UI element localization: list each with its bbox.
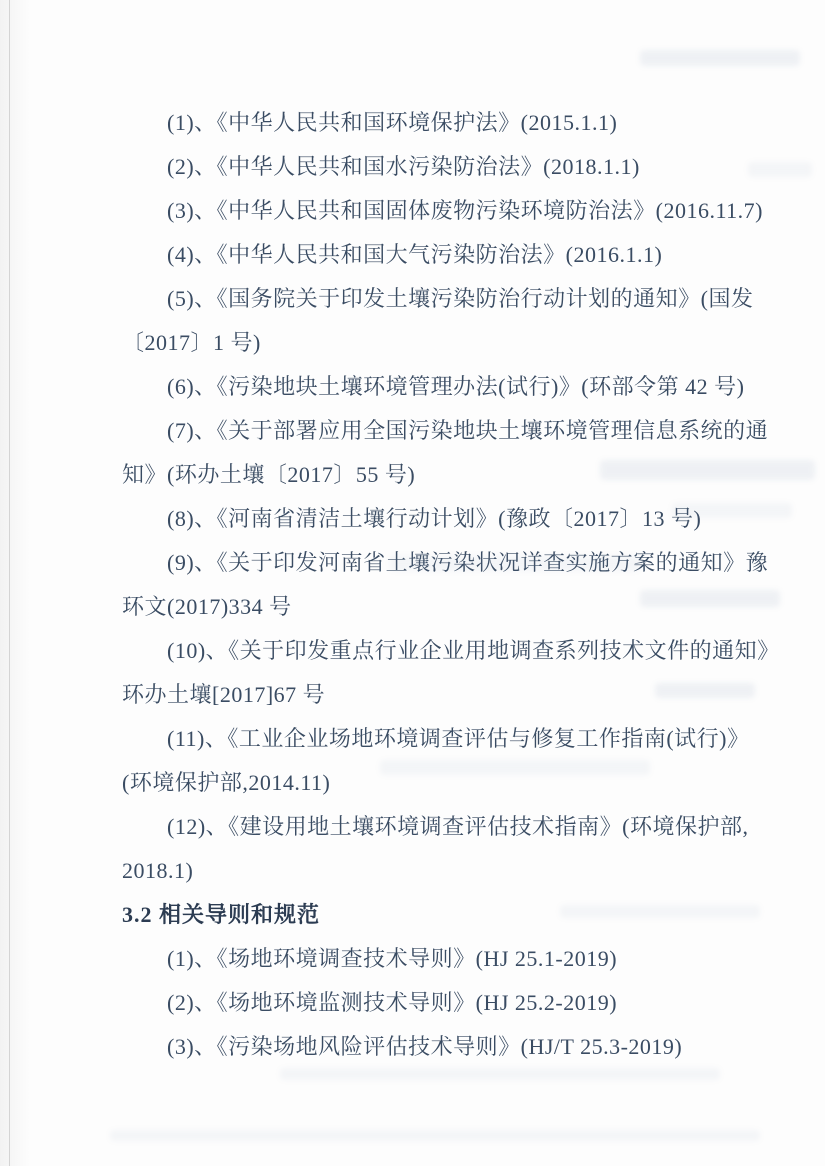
document-line: (5)、《国务院关于印发土壤污染防治行动计划的通知》(国发 — [167, 286, 754, 311]
bleed-artifact — [280, 1068, 720, 1080]
document-line: 环办土壤[2017]67 号 — [122, 682, 326, 707]
section-heading: 3.2 相关导则和规范 — [122, 902, 321, 927]
document-line: 知》(环办土壤〔2017〕55 号) — [122, 462, 416, 487]
scan-edge-line — [9, 0, 10, 1166]
document-line: (9)、《关于印发河南省土壤污染状况详查实施方案的通知》豫 — [167, 550, 769, 575]
document-line: (2)、《场地环境监测技术导则》(HJ 25.2-2019) — [167, 990, 618, 1015]
document-line: (4)、《中华人民共和国大气污染防治法》(2016.1.1) — [167, 242, 663, 267]
document-line: (2)、《中华人民共和国水污染防治法》(2018.1.1) — [167, 154, 640, 179]
document-line: (1)、《中华人民共和国环境保护法》(2015.1.1) — [167, 110, 618, 135]
document-line: (3)、《污染场地风险评估技术导则》(HJ/T 25.3-2019) — [167, 1034, 683, 1059]
document-line: (11)、《工业企业场地环境调查评估与修复工作指南(试行)》 — [167, 726, 750, 751]
document-line: (12)、《建设用地土壤环境调查评估技术指南》(环境保护部, — [167, 814, 749, 839]
document-line: 〔2017〕1 号) — [122, 330, 261, 355]
document-line: (7)、《关于部署应用全国污染地块土壤环境管理信息系统的通 — [167, 418, 769, 443]
document-line: 2018.1) — [122, 858, 194, 883]
document-line: (10)、《关于印发重点行业企业用地调查系列技术文件的通知》 — [167, 638, 780, 663]
document-line: (3)、《中华人民共和国固体废物污染环境防治法》(2016.11.7) — [167, 198, 763, 223]
document-content — [122, 101, 807, 1069]
bleed-artifact — [640, 50, 800, 66]
document-line: (1)、《场地环境调查技术导则》(HJ 25.1-2019) — [167, 946, 618, 971]
scan-edge-shadow — [0, 0, 30, 1166]
document-line: (6)、《污染地块土壤环境管理办法(试行)》(环部令第 42 号) — [167, 374, 745, 399]
document-line: (8)、《河南省清洁土壤行动计划》(豫政〔2017〕13 号) — [167, 506, 702, 531]
document-line: (环境保护部,2014.11) — [122, 770, 331, 795]
document-line: 环文(2017)334 号 — [122, 594, 292, 619]
bleed-artifact — [110, 1130, 760, 1141]
